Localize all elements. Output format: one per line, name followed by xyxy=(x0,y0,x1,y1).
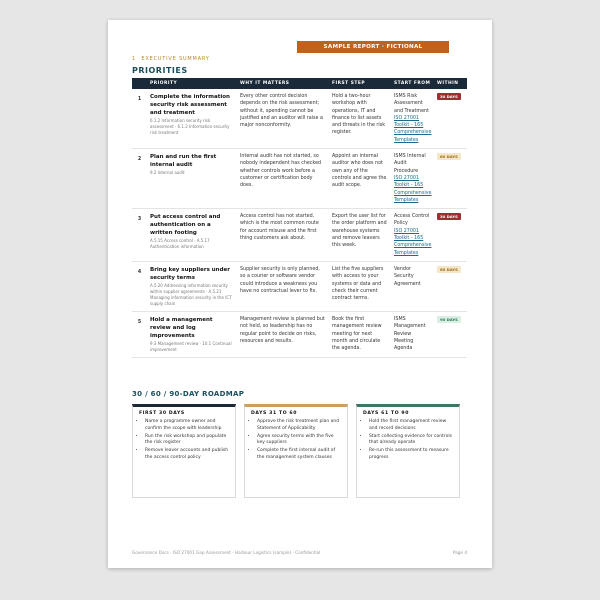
start-from-text: ISMS Risk Assessment and Treatment xyxy=(394,94,429,114)
priority-cell xyxy=(147,89,237,149)
first-step: Export the user list for the order platform and warehouse systems and remove leavers this week. xyxy=(329,209,391,262)
roadmap-card-title: DAYS 61 TO 90 xyxy=(363,411,409,416)
priority-cell xyxy=(147,209,237,262)
start-from-text: ISMS Internal Audit Procedure xyxy=(394,154,426,174)
start-from-text: Vendor Security Agreement xyxy=(394,266,421,287)
priority-title: Plan and run the first internal audit xyxy=(150,154,217,169)
first-step: Hold a two-hour workshop with operations, IT and finance to list assets and threats in the risk register. xyxy=(329,89,391,149)
col-header-priority: PRIORITY xyxy=(147,78,237,89)
first-step: Book the first management review meeting for next month and circulate the agenda. xyxy=(329,311,391,357)
priority-number: 5 xyxy=(132,311,147,357)
table-row xyxy=(132,149,467,209)
section-label xyxy=(132,56,213,62)
roadmap-item: • Complete the first internal audit of the management system clauses xyxy=(257,448,342,461)
why-it-matters: Every other control decision depends on the risk assessment; without it, spending cannot be justified and an auditor will raise a major nonconformity. xyxy=(237,89,329,149)
within-badge: 30 DAYS xyxy=(437,93,461,100)
priorities-heading: PRIORITIES xyxy=(132,66,188,75)
within-badge: 90 DAYS xyxy=(437,316,461,323)
why-it-matters: Management review is planned but not held, so leadership has no regular point to decide on risks, resources and results. xyxy=(237,311,329,357)
roadmap-list xyxy=(357,419,459,462)
roadmap-item: • Hold the first management review and record decisions xyxy=(369,419,454,432)
priority-refs: 6.1.2 Information security risk assessment · 6.1.3 Information security risk treatment xyxy=(150,118,230,135)
within-cell xyxy=(434,209,467,262)
first-step: Appoint an internal auditor who does not own any of the controls and agree the audit scope. xyxy=(329,149,391,209)
priority-cell xyxy=(147,311,237,357)
roadmap-list xyxy=(245,419,347,462)
roadmap-card-title: FIRST 30 DAYS xyxy=(139,411,185,416)
roadmap-item: • Name a programme owner and confirm the scope with leadership xyxy=(145,419,230,432)
priority-refs: A.5.20 Addressing information security within supplier agreements · A.5.21 Managing information security in the ICT supply chain xyxy=(150,282,232,306)
roadmap-item: • Remove leaver accounts and publish the access control policy xyxy=(145,448,230,461)
within-cell xyxy=(434,89,467,149)
roadmap-item: • Approve the risk treatment plan and Statement of Applicability xyxy=(257,419,342,432)
table-row xyxy=(132,209,467,262)
within-badge: 60 DAYS xyxy=(437,153,461,160)
within-cell xyxy=(434,261,467,311)
roadmap-card xyxy=(132,404,236,498)
start-from-cell xyxy=(391,149,434,209)
toolkit-link[interactable]: ISO 27001 Toolkit - 165 Comprehensive Templates xyxy=(394,228,432,256)
priority-title: Bring key suppliers under security terms xyxy=(150,266,230,281)
roadmap-item: • Start collecting evidence for controls that already operate xyxy=(369,434,454,447)
priority-title: Complete the information security risk assessment and treatment xyxy=(150,94,230,116)
within-badge: 60 DAYS xyxy=(437,266,461,273)
roadmap-heading: 30 / 60 / 90-DAY ROADMAP xyxy=(132,390,245,398)
why-it-matters: Supplier security is only planned, so a courier or software vendor could introduce a weakness you have no contractual lever to fix. xyxy=(237,261,329,311)
roadmap-card xyxy=(244,404,348,498)
toolkit-link[interactable]: ISO 27001 Toolkit - 165 Comprehensive Templates xyxy=(394,175,432,203)
roadmap-item: • Agree security terms with the five key suppliers xyxy=(257,434,342,447)
roadmap-card xyxy=(356,404,460,498)
priority-number: 1 xyxy=(132,89,147,149)
start-from-cell xyxy=(391,89,434,149)
col-header-why: WHY IT MATTERS xyxy=(237,78,329,89)
start-from-cell xyxy=(391,311,434,357)
table-row xyxy=(132,89,467,149)
col-header-first-step: FIRST STEP xyxy=(329,78,391,89)
table-row xyxy=(132,261,467,311)
priority-number: 3 xyxy=(132,209,147,262)
priority-cell xyxy=(147,261,237,311)
priority-cell xyxy=(147,149,237,209)
priorities-table xyxy=(132,78,467,358)
col-header-within: WITHIN xyxy=(434,78,467,89)
start-from-cell xyxy=(391,261,434,311)
start-from-text: ISMS Management Review Meeting Agenda xyxy=(394,316,426,352)
sample-report-banner: SAMPLE REPORT · FICTIONAL ORGANISATION xyxy=(297,41,449,53)
roadmap-item: • Re-run this assessment to measure progress xyxy=(369,448,454,461)
toolkit-link[interactable]: ISO 27001 Toolkit - 165 Comprehensive Templates xyxy=(394,115,432,143)
within-badge: 30 DAYS xyxy=(437,213,461,220)
priority-number: 2 xyxy=(132,149,147,209)
priority-refs: 9.3 Management review · 10.1 Continual improvement xyxy=(150,340,232,352)
page-number: Page 4 xyxy=(452,550,467,555)
section-number: 1 xyxy=(132,56,136,62)
priority-title: Put access control and authentication on a written footing xyxy=(150,214,221,237)
col-header-start-from: START FROM xyxy=(391,78,434,89)
report-page xyxy=(108,20,492,568)
page-footer xyxy=(132,550,467,555)
why-it-matters: Access control has not started, which is the most common route for account misuse and the first thing customers ask about. xyxy=(237,209,329,262)
roadmap-item: • Run the risk workshop and populate the risk register xyxy=(145,434,230,447)
section-title: EXECUTIVE SUMMARY xyxy=(141,56,210,62)
priority-number: 4 xyxy=(132,261,147,311)
priority-refs: A.5.15 Access control · A.5.17 Authentication information xyxy=(150,238,210,250)
first-step: List the five suppliers with access to your systems or data and check their current contract terms. xyxy=(329,261,391,311)
why-it-matters: Internal audit has not started, so nobody independent has checked whether controls work before a customer or certification body does. xyxy=(237,149,329,209)
header-spacer xyxy=(132,78,147,89)
within-cell xyxy=(434,149,467,209)
priority-refs: 9.2 Internal audit xyxy=(150,170,185,176)
roadmap-list xyxy=(133,419,235,462)
within-cell xyxy=(434,311,467,357)
table-header-row xyxy=(132,78,467,89)
table-row xyxy=(132,311,467,357)
start-from-cell xyxy=(391,209,434,262)
start-from-text: Access Control Policy xyxy=(394,214,430,227)
roadmap-card-title: DAYS 31 TO 60 xyxy=(251,411,297,416)
footer-text: Governance Docs · ISO 27001 Gap Assessment · Harbour Logistics (sample) · Confidential xyxy=(132,550,321,555)
priority-title: Hold a management review and log improvements xyxy=(150,316,213,339)
